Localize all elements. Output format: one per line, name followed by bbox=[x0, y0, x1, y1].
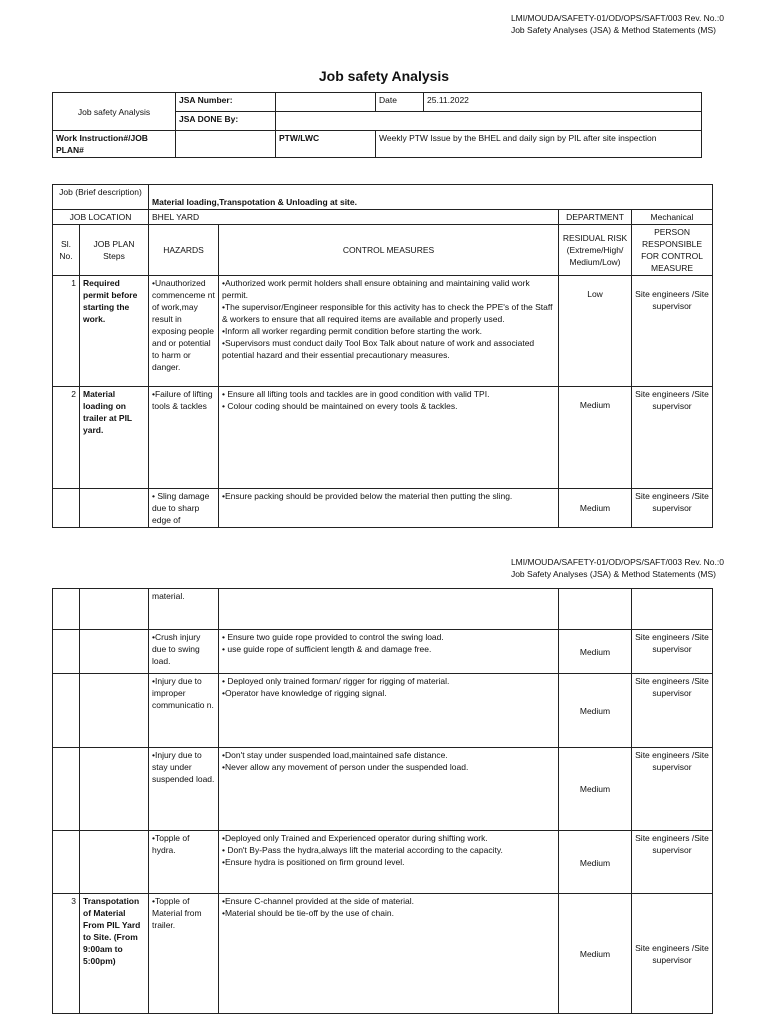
date-label: Date bbox=[376, 93, 424, 112]
row-step: Transpotation of Material From PIL Yard to Site. (From 9:00am to 5:00pm) bbox=[80, 894, 149, 1014]
row-hazard: •Topple of Material from trailer. bbox=[149, 894, 219, 1014]
table-row bbox=[53, 894, 713, 1014]
job-location-value: BHEL YARD bbox=[149, 210, 559, 225]
job-description-value: Material loading,Transpotation & Unloading at site. bbox=[149, 185, 713, 210]
row-sl bbox=[53, 831, 80, 894]
jsa-done-by-label: JSA DONE By: bbox=[176, 112, 276, 131]
control-item: •Inform all worker regarding permit condition before starting the work. bbox=[222, 326, 482, 336]
row-hazard: material. bbox=[149, 589, 219, 630]
table-row bbox=[53, 630, 713, 674]
row-risk: Medium bbox=[559, 674, 632, 748]
row-controls bbox=[219, 589, 559, 630]
control-item: •Ensure packing should be provided below the material then putting the sling. bbox=[222, 491, 513, 501]
row-sl: 3 bbox=[53, 894, 80, 1014]
col-header-person: PERSON RESPONSIBLE FOR CONTROL MEASURE bbox=[632, 225, 713, 276]
control-item: • use guide rope of sufficient length & and damage free. bbox=[222, 644, 432, 654]
col-header-sl: Sl. No. bbox=[53, 225, 80, 276]
row-controls bbox=[219, 387, 559, 489]
row-controls bbox=[219, 489, 559, 528]
department-label: DEPARTMENT bbox=[559, 210, 632, 225]
control-item: • Ensure all lifting tools and tackles are in good condition with valid TPI. bbox=[222, 389, 490, 399]
row-step: Material loading on trailer at PIL yard. bbox=[80, 387, 149, 489]
header-left-label: Job safety Analysis bbox=[53, 93, 176, 131]
row-controls bbox=[219, 630, 559, 674]
row-step bbox=[80, 489, 149, 528]
row-hazard: •Crush injury due to swing load. bbox=[149, 630, 219, 674]
row-risk: Medium bbox=[559, 748, 632, 831]
jsa-header-table bbox=[52, 92, 702, 158]
jsa-continuation-table bbox=[52, 588, 713, 1014]
row-controls bbox=[219, 748, 559, 831]
row-sl bbox=[53, 674, 80, 748]
row-person: Site engineers /Site supervisor bbox=[632, 630, 713, 674]
work-instruction-label: Work Instruction#/JOB PLAN# bbox=[53, 131, 176, 158]
row-sl bbox=[53, 748, 80, 831]
control-item: • Don't By-Pass the hydra,always lift the material according to the capacity. bbox=[222, 845, 503, 855]
row-person: Site engineers /Site supervisor bbox=[632, 387, 713, 489]
ptw-label: PTW/LWC bbox=[276, 131, 376, 158]
row-hazard: •Failure of lifting tools & tackles bbox=[149, 387, 219, 489]
col-header-hazards: HAZARDS bbox=[149, 225, 219, 276]
row-risk: Medium bbox=[559, 489, 632, 528]
control-item: •The supervisor/Engineer responsible for this activity has to check the PPE's of the Staff & workers to ensure that all required items are available and properly used. bbox=[222, 302, 553, 324]
row-hazard: •Injury due to improper communicatio n. bbox=[149, 674, 219, 748]
document-code: LMI/MOUDA/SAFETY-01/OD/OPS/SAFT/003 Rev. No.:0 bbox=[510, 13, 724, 23]
row-risk: Medium bbox=[559, 831, 632, 894]
row-person: Site engineers /Site supervisor bbox=[632, 674, 713, 748]
table-row bbox=[53, 489, 713, 528]
row-controls bbox=[219, 674, 559, 748]
control-item: •Deployed only Trained and Experienced operator during shifting work. bbox=[222, 833, 488, 843]
row-person: Site engineers /Site supervisor bbox=[632, 894, 713, 1014]
job-location-label: JOB LOCATION bbox=[53, 210, 149, 225]
row-person: Site engineers /Site supervisor bbox=[632, 489, 713, 528]
control-item: •Supervisors must conduct daily Tool Box Talk about nature of work and associated potential hazard and their essential precautionary measures. bbox=[222, 338, 535, 360]
row-risk: Medium bbox=[559, 630, 632, 674]
row-controls bbox=[219, 831, 559, 894]
date-value: 25.11.2022 bbox=[424, 93, 702, 112]
row-sl: 2 bbox=[53, 387, 80, 489]
table-row bbox=[53, 387, 713, 489]
department-value: Mechanical bbox=[632, 210, 713, 225]
document-subtitle: Job Safety Analyses (JSA) & Method Statements (MS) bbox=[510, 25, 716, 35]
row-controls bbox=[219, 894, 559, 1014]
document-reference bbox=[511, 12, 724, 36]
table-row bbox=[53, 589, 713, 630]
job-description-label: Job (Brief description) bbox=[53, 185, 149, 210]
control-item: • Ensure two guide rope provided to control the swing load. bbox=[222, 632, 444, 642]
control-item: •Material should be tie-off by the use of chain. bbox=[222, 908, 394, 918]
control-item: •Ensure hydra is positioned on firm ground level. bbox=[222, 857, 405, 867]
row-sl bbox=[53, 630, 80, 674]
col-header-risk: RESIDUAL RISK (Extreme/High/ Medium/Low) bbox=[559, 225, 632, 276]
table-row bbox=[53, 674, 713, 748]
row-hazard: • Sling damage due to sharp edge of bbox=[149, 489, 219, 528]
page-title: Job safety Analysis bbox=[318, 68, 450, 84]
row-step bbox=[80, 831, 149, 894]
row-risk: Medium bbox=[559, 894, 632, 1014]
col-header-steps: JOB PLAN Steps bbox=[80, 225, 149, 276]
document-code: LMI/MOUDA/SAFETY-01/OD/OPS/SAFT/003 Rev. No.:0 bbox=[510, 557, 724, 567]
row-step: Required permit before starting the work. bbox=[80, 276, 149, 387]
ptw-value: Weekly PTW Issue by the BHEL and daily sign by PIL after site inspection bbox=[376, 131, 702, 158]
column-header-row bbox=[53, 225, 713, 276]
jsa-number-label: JSA Number: bbox=[176, 93, 276, 112]
table-row bbox=[53, 276, 713, 387]
control-item: •Authorized work permit holders shall ensure obtaining and maintaining valid work permit. bbox=[222, 278, 530, 300]
row-risk: Medium bbox=[559, 387, 632, 489]
row-risk: Low bbox=[559, 276, 632, 387]
row-step bbox=[80, 589, 149, 630]
control-item: •Ensure C-channel provided at the side of material. bbox=[222, 896, 414, 906]
row-person bbox=[632, 589, 713, 630]
work-instruction-value bbox=[176, 131, 276, 158]
row-hazard: •Unauthorized commenceme nt of work,may result in exposing people and or potential to harm or danger. bbox=[149, 276, 219, 387]
control-item: •Operator have knowledge of rigging signal. bbox=[222, 688, 387, 698]
document-reference bbox=[511, 556, 724, 580]
row-person: Site engineers /Site supervisor bbox=[632, 748, 713, 831]
control-item: •Never allow any movement of person under the suspended load. bbox=[222, 762, 469, 772]
row-sl bbox=[53, 489, 80, 528]
col-header-controls: CONTROL MEASURES bbox=[219, 225, 559, 276]
row-step bbox=[80, 630, 149, 674]
row-risk bbox=[559, 589, 632, 630]
document-subtitle: Job Safety Analyses (JSA) & Method Statements (MS) bbox=[510, 569, 716, 579]
row-step bbox=[80, 748, 149, 831]
table-row bbox=[53, 748, 713, 831]
jsa-done-by-value bbox=[276, 112, 702, 131]
row-hazard: •Injury due to stay under suspended load. bbox=[149, 748, 219, 831]
jsa-main-table bbox=[52, 184, 713, 528]
control-item: • Colour coding should be maintained on every tools & tackles. bbox=[222, 401, 458, 411]
row-controls bbox=[219, 276, 559, 387]
table-row bbox=[53, 831, 713, 894]
row-person: Site engineers /Site supervisor bbox=[632, 276, 713, 387]
jsa-number-value bbox=[276, 93, 376, 112]
row-sl: 1 bbox=[53, 276, 80, 387]
control-item: •Don't stay under suspended load,maintained safe distance. bbox=[222, 750, 448, 760]
row-sl bbox=[53, 589, 80, 630]
row-step bbox=[80, 674, 149, 748]
control-item: • Deployed only trained forman/ rigger for rigging of material. bbox=[222, 676, 450, 686]
row-hazard: •Topple of hydra. bbox=[149, 831, 219, 894]
row-person: Site engineers /Site supervisor bbox=[632, 831, 713, 894]
